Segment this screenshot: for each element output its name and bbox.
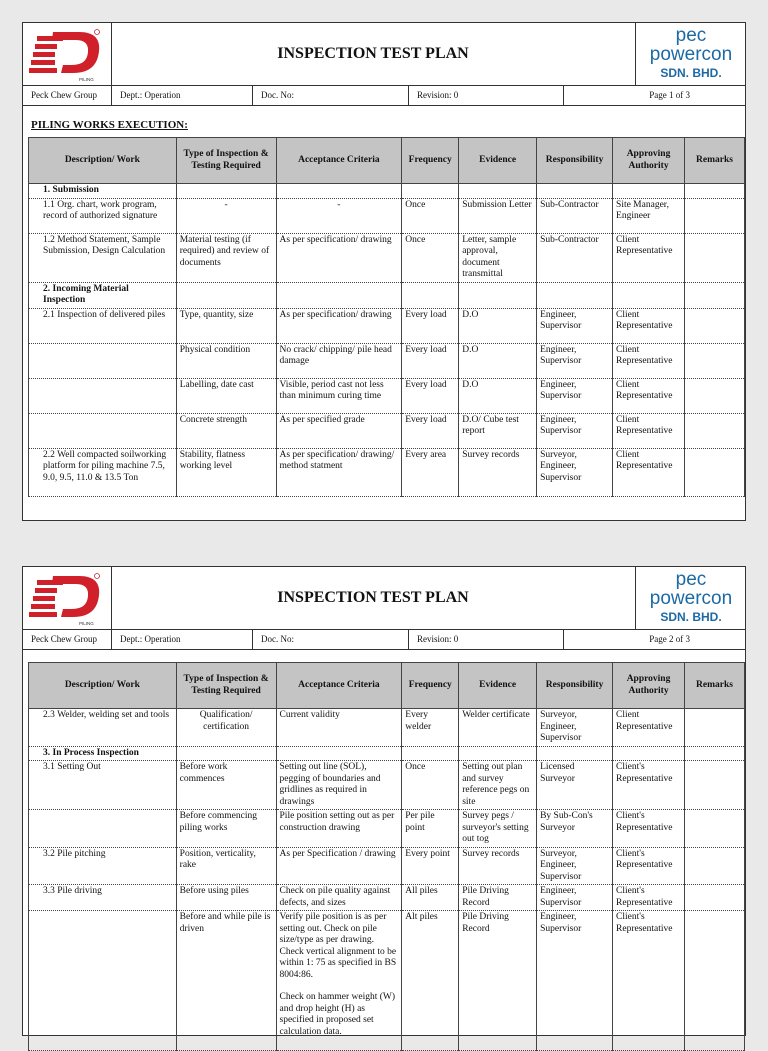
table-cell bbox=[176, 746, 276, 761]
table-cell bbox=[276, 282, 402, 308]
table-cell: Surveyor, Engineer, Supervisor bbox=[537, 448, 613, 496]
table-cell bbox=[685, 761, 745, 810]
table-cell: Visible, period cast not less than minimum curing time bbox=[276, 378, 402, 413]
table-cell bbox=[459, 282, 537, 308]
table-row bbox=[29, 761, 745, 810]
table-cell: Engineer, Supervisor bbox=[537, 911, 613, 1051]
table-cell bbox=[276, 746, 402, 761]
table-cell bbox=[613, 184, 685, 199]
table-cell: Client's Representative bbox=[613, 885, 685, 911]
table-cell: Survey records bbox=[459, 448, 537, 496]
table-row bbox=[29, 709, 745, 747]
table-cell: Type, quantity, size bbox=[176, 308, 276, 343]
col-frequency: Frequency bbox=[402, 663, 459, 709]
table-row bbox=[29, 746, 745, 761]
table-cell: Current validity bbox=[276, 709, 402, 747]
table-row bbox=[29, 308, 745, 343]
table-cell: Before work commences bbox=[176, 761, 276, 810]
table-row bbox=[29, 847, 745, 885]
page-number: Page 2 of 3 bbox=[563, 629, 745, 649]
itp-page-2 bbox=[22, 566, 746, 1036]
table-cell: No crack/ chipping/ pile head damage bbox=[276, 343, 402, 378]
table-cell: Once bbox=[402, 233, 459, 282]
table-row bbox=[29, 885, 745, 911]
table-row bbox=[29, 448, 745, 496]
table-cell: Site Manager, Engineer bbox=[613, 198, 685, 233]
table-cell: As per specification/ drawing/ method statment bbox=[276, 448, 402, 496]
department: Dept.: Operation bbox=[111, 629, 252, 649]
table-cell bbox=[402, 282, 459, 308]
table-cell: Before commencing piling works bbox=[176, 810, 276, 848]
table-cell: Survey pegs / surveyor's setting out tog bbox=[459, 810, 537, 848]
table-cell bbox=[685, 709, 745, 747]
table-cell: Every load bbox=[402, 378, 459, 413]
table-cell: By Sub-Con's Surveyor bbox=[537, 810, 613, 848]
table-cell bbox=[685, 184, 745, 199]
table-cell: Every area bbox=[402, 448, 459, 496]
table-cell: D.O/ Cube test report bbox=[459, 413, 537, 448]
table-cell: 2.2 Well compacted soilworking platform for piling machine 7.5, 9.0, 9.5, 11.0 & 13.5 Ton bbox=[29, 448, 177, 496]
table-cell bbox=[29, 343, 177, 378]
col-acceptance-criteria: Acceptance Criteria bbox=[276, 663, 402, 709]
inspection-table bbox=[28, 662, 745, 1051]
table-cell bbox=[29, 413, 177, 448]
table-cell: Every load bbox=[402, 413, 459, 448]
table-header-row bbox=[29, 663, 745, 709]
table-cell: 1.1 Org. chart, work program, record of authorized signature bbox=[29, 198, 177, 233]
table-cell bbox=[685, 282, 745, 308]
table-cell: D.O bbox=[459, 343, 537, 378]
table-cell bbox=[685, 378, 745, 413]
table-row bbox=[29, 343, 745, 378]
table-cell: Submission Letter bbox=[459, 198, 537, 233]
table-cell: Client's Representative bbox=[613, 761, 685, 810]
document-number: Doc. No: bbox=[252, 629, 408, 649]
table-cell: 3. In Process Inspection bbox=[29, 746, 177, 761]
col-evidence: Evidence bbox=[459, 138, 537, 184]
table-cell bbox=[459, 184, 537, 199]
inspection-table bbox=[28, 137, 745, 497]
table-cell: Before using piles bbox=[176, 885, 276, 911]
col-acceptance-criteria: Acceptance Criteria bbox=[276, 138, 402, 184]
table-cell: Per pile point bbox=[402, 810, 459, 848]
table-cell: Labelling, date cast bbox=[176, 378, 276, 413]
piling-logo bbox=[23, 23, 112, 85]
table-cell: 1.2 Method Statement, Sample Submission, Design Calculation bbox=[29, 233, 177, 282]
table-cell bbox=[29, 911, 177, 1051]
table-cell: D.O bbox=[459, 378, 537, 413]
table-cell: Welder certificate bbox=[459, 709, 537, 747]
table-cell bbox=[685, 911, 745, 1051]
table-cell: Setting out line (SOL), pegging of boundaries and gridlines as required in drawings bbox=[276, 761, 402, 810]
table-cell: Letter, sample approval, document transmittal bbox=[459, 233, 537, 282]
table-cell: Before and while pile is driven bbox=[176, 911, 276, 1051]
table-cell: Pile position setting out as per construction drawing bbox=[276, 810, 402, 848]
table-cell: Client's Representative bbox=[613, 810, 685, 848]
col-inspection-type: Type of Inspection & Testing Required bbox=[176, 138, 276, 184]
table-cell: Pile Driving Record bbox=[459, 911, 537, 1051]
table-row bbox=[29, 810, 745, 848]
table-cell bbox=[613, 746, 685, 761]
table-cell: As per specification/ drawing bbox=[276, 233, 402, 282]
col-responsibility: Responsibility bbox=[537, 663, 613, 709]
table-row bbox=[29, 184, 745, 199]
table-cell bbox=[459, 746, 537, 761]
table-cell: Physical condition bbox=[176, 343, 276, 378]
table-cell bbox=[685, 413, 745, 448]
table-row bbox=[29, 911, 745, 1051]
table-cell bbox=[685, 233, 745, 282]
table-cell bbox=[402, 746, 459, 761]
group-name: Peck Chew Group bbox=[31, 634, 97, 644]
revision: Revision: 0 bbox=[408, 85, 563, 105]
table-cell: 1. Submission bbox=[29, 184, 177, 199]
table-cell: Engineer, Supervisor bbox=[537, 413, 613, 448]
table-cell: Surveyor, Engineer, Supervisor bbox=[537, 847, 613, 885]
col-remarks: Remarks bbox=[685, 138, 745, 184]
table-cell: Pile Driving Record bbox=[459, 885, 537, 911]
col-responsibility: Responsibility bbox=[537, 138, 613, 184]
table-cell: Engineer, Supervisor bbox=[537, 308, 613, 343]
table-cell: Sub-Contractor bbox=[537, 233, 613, 282]
group-name: Peck Chew Group bbox=[31, 90, 97, 100]
table-cell: Client Representative bbox=[613, 233, 685, 282]
page-number: Page 1 of 3 bbox=[563, 85, 745, 105]
table-cell: As per specified grade bbox=[276, 413, 402, 448]
table-cell bbox=[613, 282, 685, 308]
table-cell: Engineer, Supervisor bbox=[537, 343, 613, 378]
table-cell bbox=[537, 746, 613, 761]
col-inspection-type: Type of Inspection & Testing Required bbox=[176, 663, 276, 709]
table-cell bbox=[537, 282, 613, 308]
table-cell bbox=[29, 810, 177, 848]
table-cell bbox=[685, 308, 745, 343]
table-cell bbox=[176, 184, 276, 199]
table-cell bbox=[402, 184, 459, 199]
table-cell: Engineer, Supervisor bbox=[537, 378, 613, 413]
table-header-row bbox=[29, 138, 745, 184]
table-cell bbox=[685, 198, 745, 233]
table-cell bbox=[685, 343, 745, 378]
table-cell: Every load bbox=[402, 343, 459, 378]
table-cell: Alt piles bbox=[402, 911, 459, 1051]
table-cell: Qualification/ certification bbox=[176, 709, 276, 747]
table-cell: 2. Incoming Material Inspection bbox=[29, 282, 177, 308]
col-evidence: Evidence bbox=[459, 663, 537, 709]
table-cell: Client Representative bbox=[613, 413, 685, 448]
table-cell: Client Representative bbox=[613, 308, 685, 343]
itp-page-1 bbox=[22, 22, 746, 521]
table-cell: All piles bbox=[402, 885, 459, 911]
table-cell: Stability, flatness working level bbox=[176, 448, 276, 496]
col-approving-authority: Approving Authority bbox=[613, 138, 685, 184]
table-row bbox=[29, 282, 745, 308]
table-cell bbox=[685, 810, 745, 848]
col-frequency: Frequency bbox=[402, 138, 459, 184]
table-cell bbox=[685, 885, 745, 911]
table-cell: Once bbox=[402, 761, 459, 810]
table-cell: Client Representative bbox=[613, 709, 685, 747]
table-cell: Every welder bbox=[402, 709, 459, 747]
document-number: Doc. No: bbox=[252, 85, 408, 105]
table-cell: Verify pile position is as per setting out. Check on pile size/type as per drawing. Check vertical alignment to be within 1: 75 as specified in BS 8004:86. Check on hammer weight (W) and drop height (H) as specified in proposed set calculation data. bbox=[276, 911, 402, 1051]
table-cell: Position, verticality, rake bbox=[176, 847, 276, 885]
table-cell bbox=[176, 282, 276, 308]
table-cell: Client's Representative bbox=[613, 847, 685, 885]
powercon-logo: pec powercon SDN. BHD. bbox=[635, 23, 746, 85]
table-cell: Check on pile quality against defects, and sizes bbox=[276, 885, 402, 911]
table-row bbox=[29, 378, 745, 413]
department: Dept.: Operation bbox=[111, 85, 252, 105]
section-title: PILING WORKS EXECUTION: bbox=[31, 119, 188, 131]
powercon-logo: pec powercon SDN. BHD. bbox=[635, 567, 746, 629]
table-cell: Client Representative bbox=[613, 343, 685, 378]
table-cell: Setting out plan and survey reference pegs on site bbox=[459, 761, 537, 810]
table-cell: Client Representative bbox=[613, 448, 685, 496]
table-cell: 2.1 Inspection of delivered piles bbox=[29, 308, 177, 343]
page-title: INSPECTION TEST PLAN bbox=[277, 45, 469, 62]
table-cell: Licensed Surveyor bbox=[537, 761, 613, 810]
table-cell: As per Specification / drawing bbox=[276, 847, 402, 885]
table-cell: - bbox=[276, 198, 402, 233]
svg-text:PILING: PILING bbox=[79, 621, 94, 626]
table-cell: D.O bbox=[459, 308, 537, 343]
table-row bbox=[29, 233, 745, 282]
table-row bbox=[29, 413, 745, 448]
table-cell bbox=[685, 847, 745, 885]
col-approving-authority: Approving Authority bbox=[613, 663, 685, 709]
page-title: INSPECTION TEST PLAN bbox=[277, 589, 469, 606]
document-info-bar bbox=[23, 629, 745, 650]
col-description: Description/ Work bbox=[29, 663, 177, 709]
piling-logo bbox=[23, 567, 112, 629]
table-cell: 2.3 Welder, welding set and tools bbox=[29, 709, 177, 747]
table-cell: Every load bbox=[402, 308, 459, 343]
col-description: Description/ Work bbox=[29, 138, 177, 184]
table-cell: Survey records bbox=[459, 847, 537, 885]
table-cell: Material testing (if required) and review of documents bbox=[176, 233, 276, 282]
table-cell: 3.2 Pile pitching bbox=[29, 847, 177, 885]
page-header bbox=[23, 23, 745, 86]
table-cell: As per specification/ drawing bbox=[276, 308, 402, 343]
page-header bbox=[23, 567, 745, 630]
table-cell bbox=[685, 448, 745, 496]
revision: Revision: 0 bbox=[408, 629, 563, 649]
table-cell: - bbox=[176, 198, 276, 233]
table-cell bbox=[685, 746, 745, 761]
table-cell: Client Representative bbox=[613, 378, 685, 413]
table-cell: Every point bbox=[402, 847, 459, 885]
table-cell: Sub-Contractor bbox=[537, 198, 613, 233]
table-cell bbox=[276, 184, 402, 199]
table-cell bbox=[537, 184, 613, 199]
col-remarks: Remarks bbox=[685, 663, 745, 709]
table-cell: Once bbox=[402, 198, 459, 233]
table-row bbox=[29, 198, 745, 233]
table-cell: Engineer, Supervisor bbox=[537, 885, 613, 911]
table-cell: 3.3 Pile driving bbox=[29, 885, 177, 911]
table-cell bbox=[29, 378, 177, 413]
svg-text:PILING: PILING bbox=[79, 77, 94, 82]
table-cell: 3.1 Setting Out bbox=[29, 761, 177, 810]
document-info-bar bbox=[23, 85, 745, 106]
table-cell: Client's Representative bbox=[613, 911, 685, 1051]
table-cell: Concrete strength bbox=[176, 413, 276, 448]
table-cell: Surveyor, Engineer, Supervisor bbox=[537, 709, 613, 747]
